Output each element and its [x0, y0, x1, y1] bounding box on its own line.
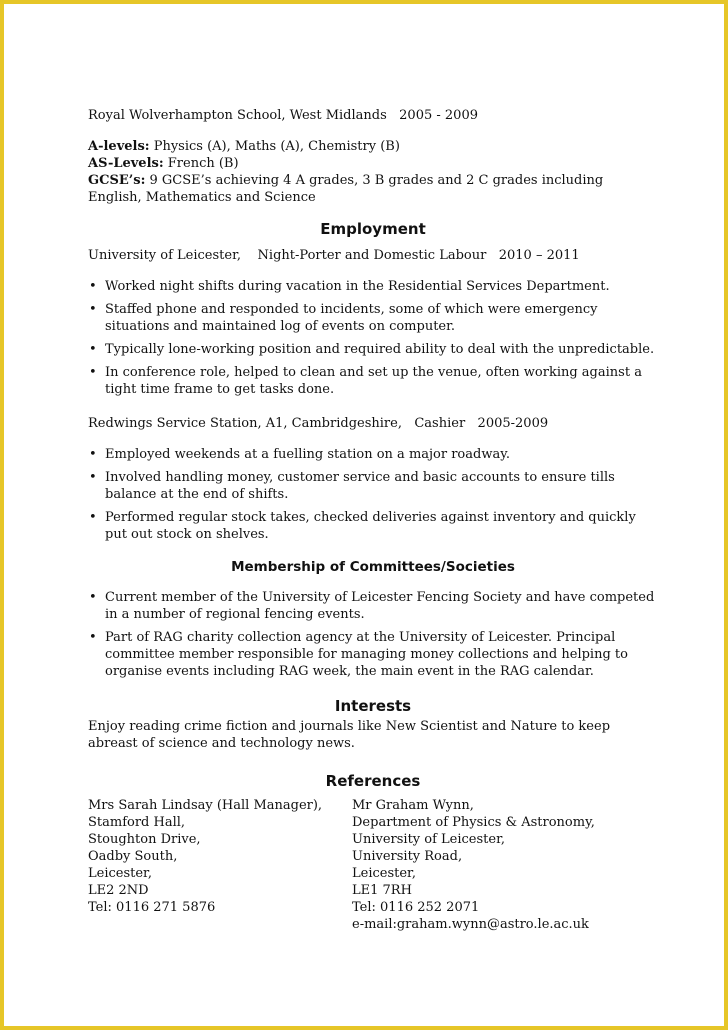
- alevels-value: Physics (A), Maths (A), Chemistry (B): [149, 139, 400, 154]
- list-item: • In conference role, helped to clean and set up the venue, often working against a tight time frame to get tasks done.: [88, 364, 658, 398]
- reference-line: Mr Graham Wynn,: [352, 798, 474, 813]
- job2-bullets: [88, 446, 658, 543]
- reference-2: [352, 797, 616, 933]
- alevels-line: [88, 138, 658, 155]
- reference-line: LE2 2ND: [88, 883, 149, 898]
- school-line: Royal Wolverhampton School, West Midlands 2005 - 2009: [88, 108, 478, 123]
- reference-line: Stamford Hall,: [88, 815, 186, 830]
- job1-bullets: [88, 278, 658, 398]
- reference-line: Oadby South,: [88, 849, 178, 864]
- list-item: • Worked night shifts during vacation in the Residential Services Department.: [88, 278, 658, 295]
- aslevels-line: [88, 155, 658, 172]
- interests-heading: Interests: [334, 697, 412, 715]
- reference-line: Stoughton Drive,: [88, 832, 201, 847]
- reference-line: Leicester,: [88, 866, 152, 881]
- reference-line: LE1 7RH: [352, 883, 412, 898]
- cv-content: [88, 107, 658, 933]
- list-item: • Typically lone-working position and required ability to deal with the unpredictable.: [88, 341, 658, 358]
- alevels-label: A-levels:: [88, 139, 150, 154]
- job2-line: Redwings Service Station, A1, Cambridgeshire, Cashier 2005-2009: [88, 416, 549, 431]
- list-item: • Part of RAG charity collection agency at the University of Leicester. Principal committee member responsible for managing money collections and helping to organise events including RAG week, the main event in the RAG calendar.: [88, 629, 658, 680]
- references-block: [88, 797, 658, 933]
- employment-heading: Employment: [320, 220, 426, 238]
- list-item: • Involved handling money, customer service and basic accounts to ensure tills balance at the end of shifts.: [88, 469, 658, 503]
- reference-line: University of Leicester,: [352, 832, 506, 847]
- aslevels-value: French (B): [163, 156, 239, 171]
- reference-line: Department of Physics & Astronomy,: [352, 815, 595, 830]
- qualifications: [88, 138, 658, 206]
- membership-heading: Membership of Committees/Societies: [231, 559, 515, 575]
- job1-line: University of Leicester, Night-Porter and Domestic Labour 2010 – 2011: [88, 248, 580, 263]
- list-item: • Performed regular stock takes, checked deliveries against inventory and quickly put out stock on shelves.: [88, 509, 658, 543]
- reference-line: Mrs Sarah Lindsay (Hall Manager),: [88, 798, 323, 813]
- reference-1: [88, 797, 352, 933]
- list-item: • Current member of the University of Leicester Fencing Society and have competed in a number of regional fencing events.: [88, 589, 658, 623]
- gcse-line: [88, 172, 658, 206]
- list-item: • Employed weekends at a fuelling station on a major roadway.: [88, 446, 658, 463]
- reference-line: Tel: 0116 252 2071: [352, 900, 480, 915]
- reference-line: Leicester,: [352, 866, 416, 881]
- membership-bullets: [88, 589, 658, 680]
- gcse-label: GCSE’s:: [88, 173, 146, 188]
- references-heading: References: [325, 772, 421, 790]
- reference-line: University Road,: [352, 849, 463, 864]
- list-item: • Staffed phone and responded to incidents, some of which were emergency situations and maintained log of events on computer.: [88, 301, 658, 335]
- reference-line: Tel: 0116 271 5876: [88, 900, 216, 915]
- reference-line: e-mail:graham.wynn@astro.le.ac.uk: [352, 917, 589, 932]
- gcse-value: 9 GCSE’s achieving 4 A grades, 3 B grades and 2 C grades including English, Mathematics and Science: [88, 173, 604, 205]
- interests-text: Enjoy reading crime fiction and journals like New Scientist and Nature to keep abreast of science and technology news.: [88, 719, 611, 751]
- aslevels-label: AS-Levels:: [88, 156, 164, 171]
